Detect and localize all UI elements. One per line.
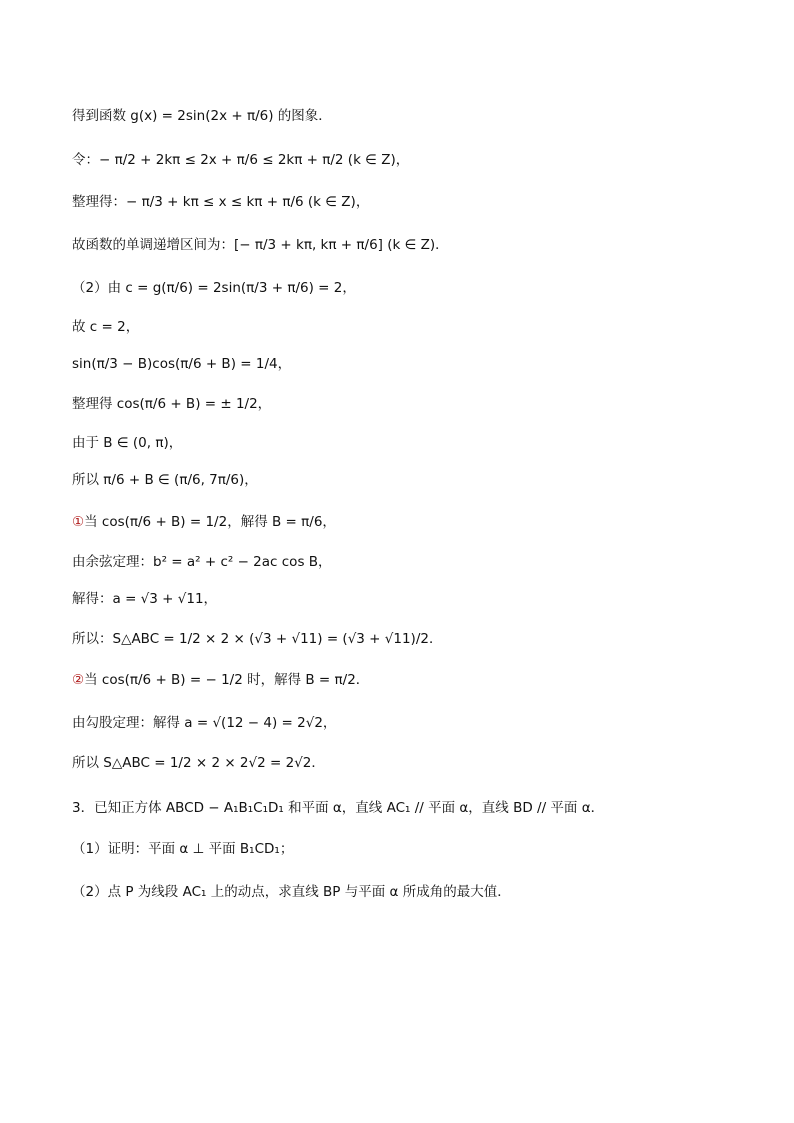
text-line-16: 由勾股定理：解得 a = √(12 − 4) = 2√2， — [72, 715, 337, 731]
text-line-15: ②当 cos(π/6 + B) = − 1/2 时，解得 B = π/2． — [72, 672, 370, 688]
text-line-3: 整理得：− π/3 + kπ ≤ x ≤ kπ + π/6 (k ∈ Z)， — [72, 194, 370, 210]
text-line-5: （2）由 c = g(π/6) = 2sin(π/3 + π/6) = 2， — [72, 280, 356, 296]
text-line-2: 令：− π/2 + 2kπ ≤ 2x + π/6 ≤ 2kπ + π/2 (k ∈ Z)， — [72, 152, 410, 168]
text-line-11: ①当 cos(π/6 + B) = 1/2，解得 B = π/6， — [72, 514, 336, 530]
text-line-9: 由于 B ∈ (0, π)， — [72, 435, 183, 451]
text-line-4: 故函数的单调递增区间为：[− π/3 + kπ, kπ + π/6] (k ∈ Z)． — [72, 237, 449, 253]
circled-number-2: ② — [72, 672, 85, 688]
problem-3-statement: 3．已知正方体 ABCD − A₁B₁C₁D₁ 和平面 α，直线 AC₁ // 平面 α，直线 BD // 平面 α． — [72, 800, 605, 816]
problem-3-part-2: （2）点 P 为线段 AC₁ 上的动点，求直线 BP 与平面 α 所成角的最大值． — [72, 884, 511, 900]
text-line-12: 由余弦定理：b² = a² + c² − 2ac cos B， — [72, 554, 332, 570]
text-line-14: 所以：S△ABC = 1/2 × 2 × (√3 + √11) = (√3 + √11)/2． — [72, 631, 443, 647]
problem-3-part-1: （1）证明：平面 α ⊥ 平面 B₁CD₁； — [72, 841, 294, 857]
circled-number-1: ① — [72, 514, 85, 530]
text-line-8: 整理得 cos(π/6 + B) = ± 1/2， — [72, 396, 272, 412]
text-line-13: 解得：a = √3 + √11， — [72, 591, 218, 607]
text-line-7: sin(π/3 − B)cos(π/6 + B) = 1/4， — [72, 356, 292, 372]
text-line-6: 故 c = 2， — [72, 319, 140, 335]
text-line-1: 得到函数 g(x) = 2sin(2x + π/6) 的图象． — [72, 108, 332, 124]
text-line-10: 所以 π/6 + B ∈ (π/6, 7π/6)， — [72, 472, 258, 488]
text-line-17: 所以 S△ABC = 1/2 × 2 × 2√2 = 2√2． — [72, 755, 325, 771]
